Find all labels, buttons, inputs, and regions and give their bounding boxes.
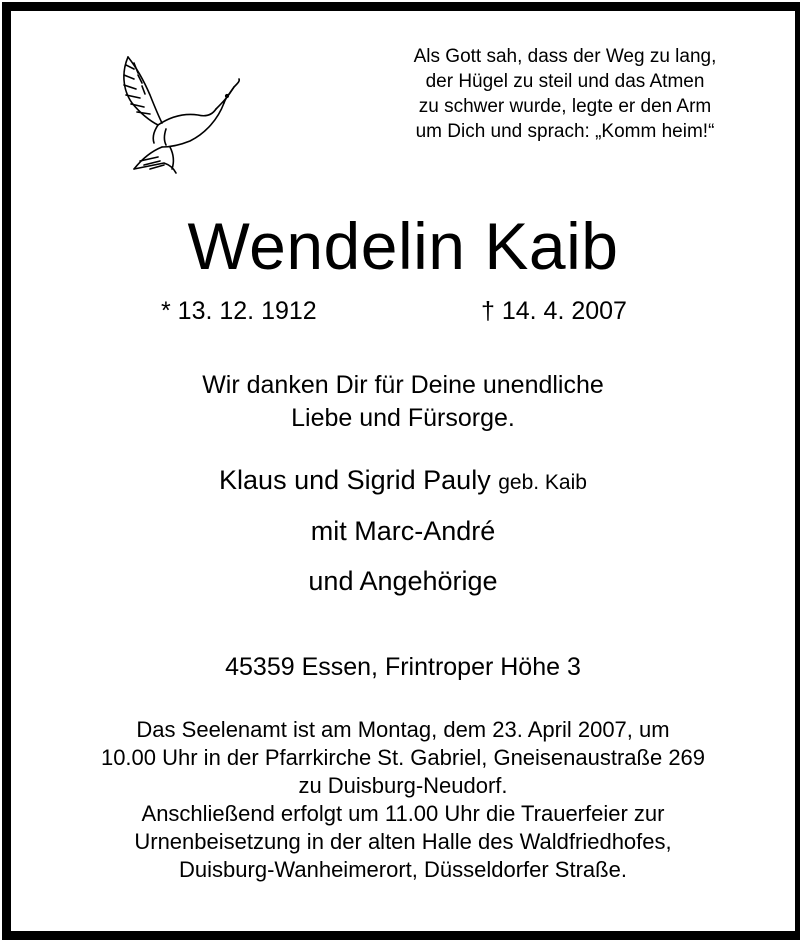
deceased-name: Wendelin Kaib xyxy=(187,209,619,283)
death-date: † 14. 4. 2007 xyxy=(481,297,627,325)
maiden-name: geb. Kaib xyxy=(498,471,587,494)
mourners-names: Klaus und Sigrid Pauly xyxy=(219,465,491,495)
dove-icon xyxy=(114,51,244,176)
notice-line: Das Seelenamt ist am Montag, dem 23. April 2007, um xyxy=(136,717,670,742)
notice-line: Urnenbeisetzung in der alten Halle des Waldfriedhofes, xyxy=(134,829,672,854)
poem-line: Als Gott sah, dass der Weg zu lang, xyxy=(413,46,717,67)
poem xyxy=(365,44,765,144)
thanks-line: Wir danken Dir für Deine unendliche xyxy=(202,371,604,399)
mourners-line-3: und Angehörige xyxy=(308,566,498,596)
obituary-frame xyxy=(2,2,800,940)
notice-line: 10.00 Uhr in der Pfarrkirche St. Gabriel, Gneisenaustraße 269 xyxy=(100,745,706,770)
notice-line: zu Duisburg-Neudorf. xyxy=(298,773,508,798)
notice-line: Duisburg-Wanheimerort, Düsseldorfer Straße. xyxy=(179,857,627,882)
service-notice xyxy=(11,716,795,884)
address: 45359 Essen, Frintroper Höhe 3 xyxy=(225,653,581,681)
birth-date: * 13. 12. 1912 xyxy=(161,297,317,325)
mourners-line-1 xyxy=(11,465,795,496)
thanks-text xyxy=(11,369,795,435)
poem-line: zu schwer wurde, legte er den Arm xyxy=(418,96,712,117)
poem-line: der Hügel zu steil und das Atmen xyxy=(425,71,705,92)
poem-line: um Dich und sprach: „Komm heim!“ xyxy=(415,121,715,142)
mourners-line-2: mit Marc-André xyxy=(310,516,496,546)
thanks-line: Liebe und Fürsorge. xyxy=(291,404,515,432)
notice-line: Anschließend erfolgt um 11.00 Uhr die Trauerfeier zur xyxy=(141,801,665,826)
